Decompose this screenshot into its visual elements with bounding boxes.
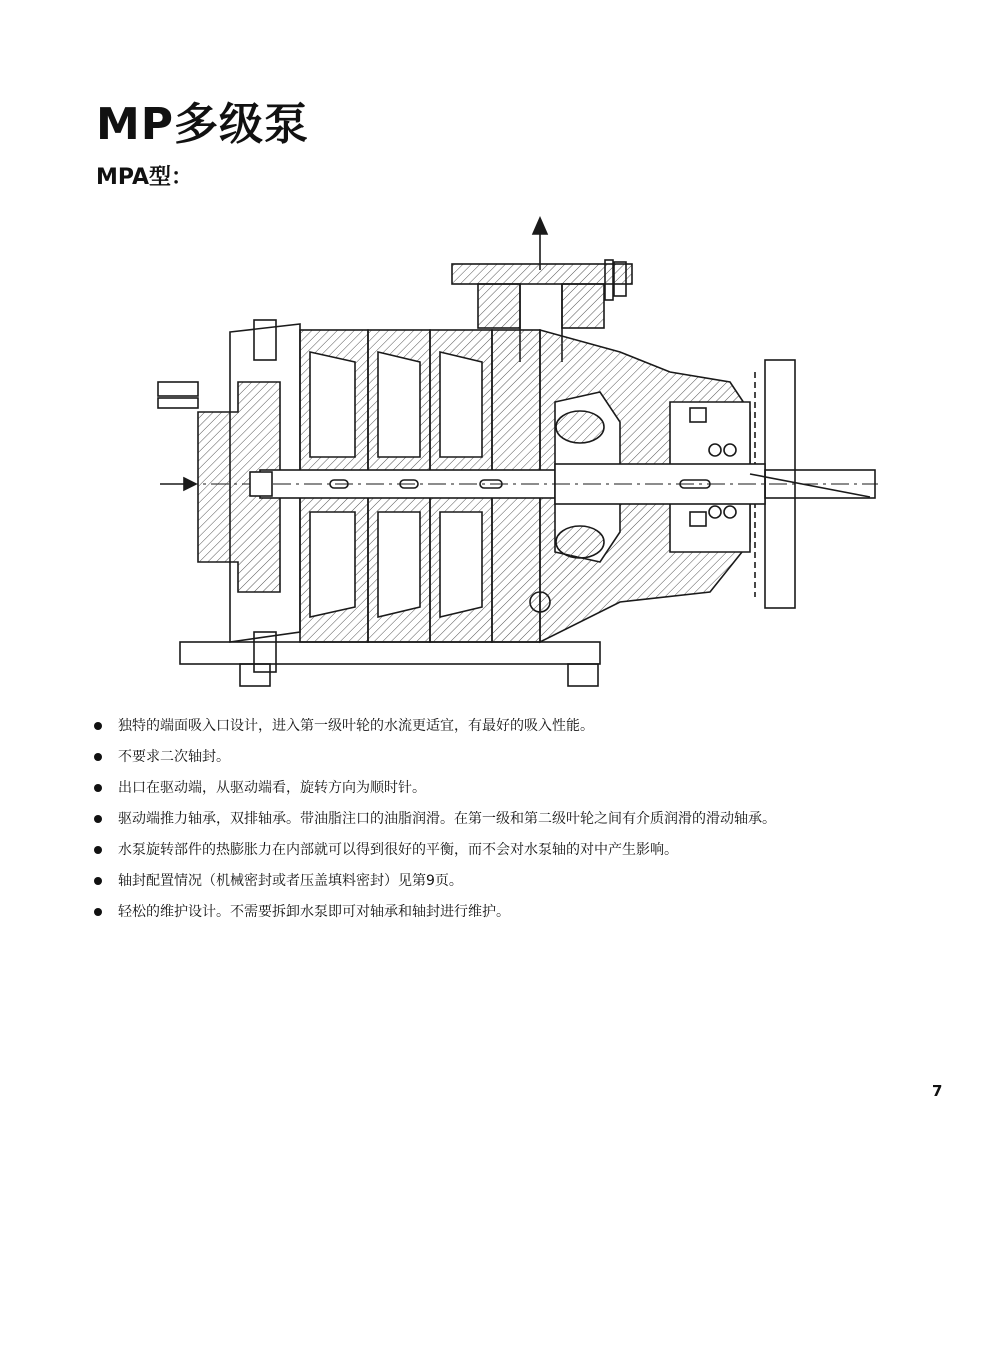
feature-text: 不要求二次轴封。	[118, 749, 230, 765]
feature-text: 出口在驱动端，从驱动端看，旋转方向为顺时针。	[118, 780, 426, 796]
feature-item	[92, 749, 932, 780]
bullet-icon	[94, 753, 102, 761]
bullet-icon	[94, 846, 102, 854]
feature-text: 驱动端推力轴承，双排轴承。带油脂注口的油脂润滑。在第一级和第二级叶轮之间有介质润滑的滑动轴承。	[118, 811, 776, 827]
feature-text: 水泵旋转部件的热膨胀力在内部就可以得到很好的平衡，而不会对水泵轴的对中产生影响。	[118, 842, 678, 858]
feature-list	[92, 718, 932, 935]
feature-item	[92, 904, 932, 935]
page-title: MP多级泵	[96, 99, 310, 150]
feature-item	[92, 718, 932, 749]
feature-text: 轻松的维护设计。不需要拆卸水泵即可对轴承和轴封进行维护。	[118, 904, 510, 920]
feature-item	[92, 873, 932, 904]
feature-item	[92, 842, 932, 873]
feature-text: 轴封配置情况（机械密封或者压盖填料密封）见第9页。	[118, 873, 463, 889]
feature-text: 独特的端面吸入口设计，进入第一级叶轮的水流更适宜，有最好的吸入性能。	[118, 718, 594, 734]
model-subtitle: MPA型：	[96, 165, 194, 190]
bullet-icon	[94, 722, 102, 730]
bullet-icon	[94, 815, 102, 823]
bullet-icon	[94, 908, 102, 916]
bullet-icon	[94, 877, 102, 885]
page-number: 7	[932, 1082, 943, 1100]
feature-item	[92, 811, 932, 842]
feature-item	[92, 780, 932, 811]
bullet-icon	[94, 784, 102, 792]
pump-cross-section-drawing	[150, 212, 880, 697]
